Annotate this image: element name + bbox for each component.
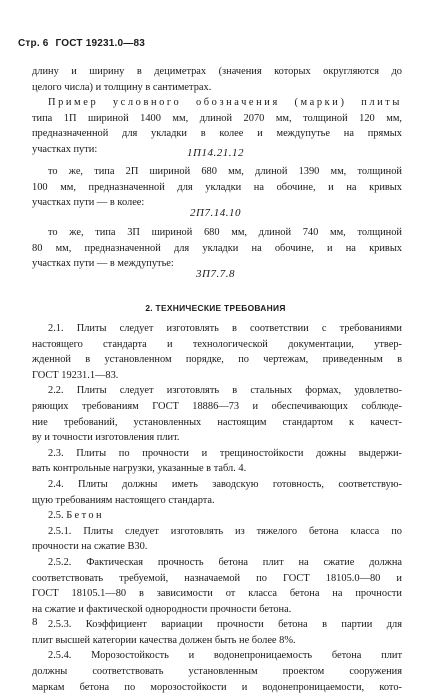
text-line: 2.5.1. Плиты следует изготовлять из тяжелого бетона класса по <box>48 525 402 537</box>
text-line: маркам бетона по морозостойкости и водонепроницаемости, кото- <box>32 681 402 693</box>
example-paragraph-2 <box>32 164 402 211</box>
text-line: то же, типа 3П шириной 680 мм, длиной 740 мм, толщиной <box>48 227 402 238</box>
page-label: Стр. 6 <box>18 38 49 49</box>
text-line: то же, типа 2П шириной 680 мм, длиной 1390 мм, толщиной <box>48 166 402 177</box>
text-line: прочности на сжатие В30. <box>32 541 148 553</box>
text-line: ряющих требованиям ГОСТ 18886—73 и обеспечивающих соблюде- <box>32 400 402 412</box>
text-line: должны соответствовать установленным проектом сооружения <box>32 666 402 678</box>
example-paragraph-3 <box>32 225 402 272</box>
designation-3: 3П7.7.8 <box>196 268 235 280</box>
text-line: жденной в установленном порядке, по чертежам, приведенным в <box>32 354 402 366</box>
intro-paragraph <box>32 64 402 95</box>
text-line: 2.5.3. Коэффициент вариации прочности бетона в партии для <box>48 619 402 631</box>
text-line: 80 мм, предназначенной для укладки на обочине, и на кривых <box>32 242 402 254</box>
text-line: на сжатие и фактической однородности прочности бетона. <box>32 603 292 615</box>
section-title: 2. ТЕХНИЧЕСКИЕ ТРЕБОВАНИЯ <box>145 303 286 313</box>
page-number: 8 <box>32 616 38 628</box>
text-line: 2.5.4. Морозостойкость и водонепроницаемость бетона плит <box>48 650 402 662</box>
text-line: щую требованиям настоящего стандарта. <box>32 494 215 506</box>
text-line: ГОСТ 19231.1—83. <box>32 369 119 381</box>
text-line: целого числа) и толщину в сантиметрах. <box>32 81 212 93</box>
text-line: ние требований, установленных настоящим стандартом к качест- <box>32 416 402 428</box>
text-line: настоящего стандарта и технологической документации, утвер- <box>32 338 402 350</box>
text-line: типа 1П шириной 1400 мм, длиной 2070 мм, толщиной 120 мм, <box>32 112 402 124</box>
text-line: соответствовать требуемой, назначаемой по ГОСТ 18105.0—80 и <box>32 572 402 584</box>
text-line: длину и ширину в дециметрах (значения которых округляются до <box>32 66 402 77</box>
page-header <box>18 38 145 49</box>
text-line: участках пути: <box>32 143 98 155</box>
text-line: вать контрольные нагрузки, указанные в табл. 4. <box>32 463 247 475</box>
text-line: ГОСТ 18105.1—80 в зависимости от класса бетона на прочности <box>32 588 402 600</box>
text-line: 2.3. Плиты по прочности и трещиностойкости дожны выдержи- <box>48 447 402 459</box>
designation-1: 1П14.21.12 <box>187 147 244 159</box>
requirements-text <box>32 321 402 695</box>
text-line: Пример условного обозначения (марки) плиты <box>48 97 402 108</box>
text-line: плит высшей категории качества должен быть не более 8%. <box>32 634 296 646</box>
text-line: 2.2. Плиты следует изготовлять в стальных формах, удовлетво- <box>48 385 402 397</box>
designation-2: 2П7.14.10 <box>190 207 241 219</box>
text-line: ву и точности изготовления плит. <box>32 432 180 444</box>
text-line: 2.5. Бетон <box>48 510 104 522</box>
text-line: участках пути — в междупутье: <box>32 258 174 270</box>
text-line: 100 мм, предназначенной для укладки на обочине, и на кривых <box>32 181 402 193</box>
text-line: 2.5.2. Фактическая прочность бетона плит на сжатие должна <box>48 556 402 568</box>
text-line: предназначенной для укладки в колее и междупутье на прямых <box>32 128 402 140</box>
text-line: 2.1. Плиты следует изготовлять в соответствии с требованиями <box>48 323 402 334</box>
standard-number: ГОСТ 19231.0—83 <box>55 38 145 49</box>
text-line: 2.4. Плиты должны иметь заводскую готовность, соответствую- <box>48 478 402 490</box>
text-line: участках пути — в колее: <box>32 197 145 209</box>
